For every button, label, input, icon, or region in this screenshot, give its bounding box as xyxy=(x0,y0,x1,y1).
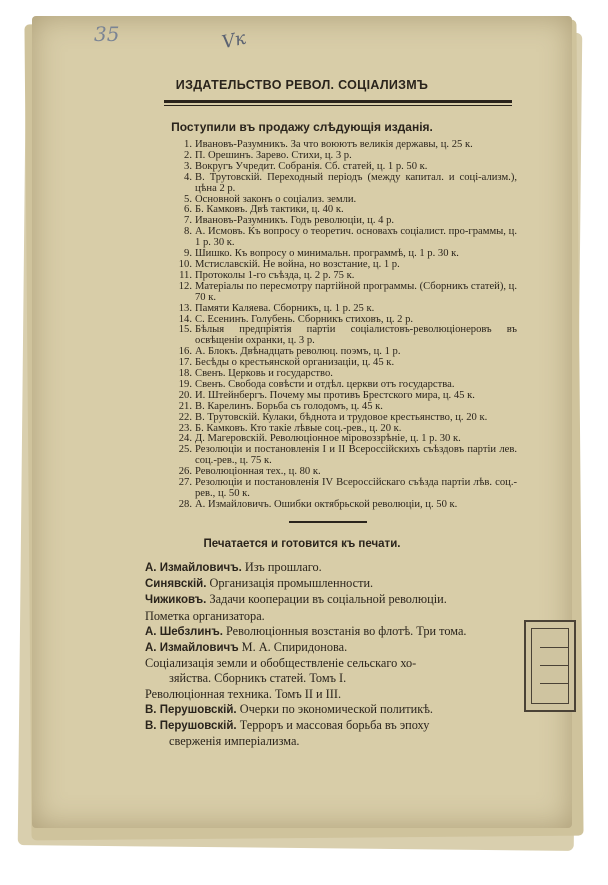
on-sale-list xyxy=(172,140,517,511)
list-item-author: Синявскій. xyxy=(145,578,207,591)
list-item xyxy=(145,702,505,718)
list-item-number: 17. xyxy=(178,357,192,369)
list-item-number: 15. xyxy=(178,324,192,336)
list-item-text: Ивановъ-Разумникъ. Годъ революціи, ц. 4 р. xyxy=(195,215,395,227)
list-item-number: 14. xyxy=(178,313,192,325)
list-item xyxy=(172,325,517,347)
list-item-text: В. Карелинъ. Борьба съ голодомъ, ц. 45 к. xyxy=(195,400,383,412)
list-item-number: 9. xyxy=(184,248,192,260)
list-item xyxy=(172,304,517,315)
list-item-text: Организація промышленности. xyxy=(209,576,374,591)
list-item xyxy=(145,592,505,608)
publisher-title: ИЗДАТЕЛЬСТВО РЕВОЛ. СОЦІАЛИЗМЪ xyxy=(175,78,429,92)
list-item-text: Б. Камковъ. Кто такіе лѣвые соц.-рев., ц. 20 к. xyxy=(195,422,402,434)
list-item-number: 19. xyxy=(178,378,192,390)
list-item-text: А. Измайловичъ. Ошибки октябрьской революціи, ц. 50 к. xyxy=(195,498,458,510)
list-item-text: А. Блокъ. Двѣнадцать революц. поэмъ, ц. 1 р. xyxy=(195,346,401,358)
list-item xyxy=(172,173,517,195)
list-item xyxy=(145,576,505,592)
list-item-text: Б. Камковъ. Двѣ тактики, ц. 40 к. xyxy=(195,204,344,216)
list-item-number: 1. xyxy=(184,139,192,150)
list-item xyxy=(145,640,505,656)
list-item-number: 4. xyxy=(184,171,192,183)
list-item xyxy=(172,413,517,424)
list-item-text: Революціонная техника. Томъ II и III. xyxy=(145,686,342,701)
list-item-text: С. Есенинъ. Голубень. Сборникъ стиховъ, ц. 2 р. xyxy=(195,313,414,325)
list-item-number: 27. xyxy=(178,477,192,489)
list-item-text: Протоколы 1-го съѣзда, ц. 2 р. 75 к. xyxy=(195,269,355,281)
list-item-text: Д. Магеровскій. Революціонное міровоззрѣніе, ц. 1 р. 30 к. xyxy=(195,433,461,445)
list-item-number: 3. xyxy=(184,160,192,172)
library-stamp xyxy=(524,620,576,712)
list-item xyxy=(145,656,505,686)
list-item-text: Соціализація земли и обобществленіе сельскаго хо- xyxy=(145,656,417,671)
list-item-number: 28. xyxy=(178,498,192,510)
list-item-number: 8. xyxy=(184,226,192,238)
handwritten-mark: Vк xyxy=(220,27,248,54)
list-item-text: Терроръ и массовая борьба въ эпоху xyxy=(239,718,430,733)
list-item-author: В. Перушовскій. xyxy=(145,703,237,716)
list-item-number: 6. xyxy=(184,204,192,216)
list-item-number: 11. xyxy=(179,269,192,281)
list-item-number: 25. xyxy=(178,444,192,456)
list-item-text: Основной законъ о соціализ. земли. xyxy=(195,193,357,205)
list-item-text: Резолюціи и постановленія IV Всероссійскаго съѣзда партіи лѣв. соц.-рев., ц. 50 к. xyxy=(195,477,517,499)
list-item-text: Бѣлыя предпріятія партіи соціалистовъ-революціонеровъ въ освѣщеніи охранки, ц. 3 р. xyxy=(195,324,517,347)
list-item-number: 20. xyxy=(178,389,192,401)
list-item-text: Ивановъ-Разумникъ. За что воюютъ великія державы, ц. 25 к. xyxy=(195,139,473,150)
list-item-number: 21. xyxy=(178,400,192,412)
list-item xyxy=(145,687,505,702)
list-item xyxy=(172,282,517,304)
list-item-text: В. Трутовскій. Переходный періодъ (между капитал. и соці-ализм.), цѣна 2 р. xyxy=(195,171,517,194)
list-item-text: И. Штейнбергъ. Почему мы противъ Брестского мира, ц. 45 к. xyxy=(195,389,475,401)
list-item xyxy=(145,718,505,749)
list-item-text: В. Трутовскій. Кулаки, бѣднота и трудовое крестьянство, ц. 20 к. xyxy=(195,411,488,423)
list-item xyxy=(172,478,517,500)
list-item-text: Шишко. Къ вопросу о минимальн. программѣ, ц. 1 р. 30 к. xyxy=(195,248,459,260)
list-item-author: А. Шебзлинъ. xyxy=(145,625,223,638)
list-item-number: 12. xyxy=(178,280,192,292)
list-item xyxy=(172,500,517,511)
list-item xyxy=(172,445,517,467)
list-item-number: 2. xyxy=(184,149,192,161)
list-item-text: Мстиславскій. Не война, но возстание, ц. 1 р. xyxy=(195,258,400,270)
list-item-text: Бесѣды о крестьянской организаціи, ц. 45 к. xyxy=(195,357,395,369)
list-item-author: В. Перушовскій. xyxy=(145,720,237,733)
list-item-text: Вокругъ Учредит. Собранія. Сб. статей, ц. 1 р. 50 к. xyxy=(195,160,428,172)
double-rule-thick xyxy=(164,100,512,103)
section-divider xyxy=(289,521,367,523)
list-item xyxy=(145,609,505,624)
book-back-cover xyxy=(32,16,572,828)
list-item xyxy=(145,560,505,576)
list-item-text: Свенъ. Церковь и государство. xyxy=(195,368,333,380)
list-item-text: А. Исмовъ. Къ вопросу о теоретич. основахъ соціалист. про-граммы, ц. 1 р. 30 к. xyxy=(195,226,517,249)
in-press-list xyxy=(145,560,505,749)
list-item-text: П. Орешинъ. Зарево. Стихи, ц. 3 р. xyxy=(195,149,352,161)
list-item-text: Очерки по экономической политикѣ. xyxy=(239,701,433,716)
list-item xyxy=(172,227,517,249)
list-item-author: Чижиковъ. xyxy=(145,594,207,607)
list-item-continuation: зяйства. Сборникъ статей. Томъ I. xyxy=(169,671,347,686)
list-item-text: Матеріалы по пересмотру партійной программы. (Сборникъ статей), ц. 70 к. xyxy=(195,280,517,303)
handwritten-number: 35 xyxy=(94,22,120,46)
list-item-number: 22. xyxy=(178,411,192,423)
list-item-number: 24. xyxy=(178,433,192,445)
on-sale-heading: Поступили въ продажу слѣдующія изданія. xyxy=(171,120,433,134)
in-press-heading: Печатается и готовится къ печати. xyxy=(203,538,401,550)
list-item-text: Резолюціи и постановленія I и II Всероссійскихъ съѣздовъ партіи лев. соц.-рев., ц. 75 к. xyxy=(195,444,517,467)
list-item-number: 26. xyxy=(178,466,192,478)
list-item-text: Изъ прошлаго. xyxy=(244,560,322,574)
list-item-author: А. Измайловичъ. xyxy=(145,562,242,574)
list-item-author: А. Измайловичъ xyxy=(145,642,239,655)
list-item-text: Памяти Каляева. Сборникъ, ц. 1 р. 25 к. xyxy=(195,302,375,314)
list-item-number: 10. xyxy=(178,258,192,270)
list-item-number: 13. xyxy=(178,302,192,314)
list-item-number: 16. xyxy=(178,346,192,358)
double-rule-thin xyxy=(164,105,512,106)
list-item-text: Революціонная тех., ц. 80 к. xyxy=(195,466,321,478)
list-item xyxy=(145,624,505,640)
list-item-number: 5. xyxy=(184,193,192,205)
list-item-number: 18. xyxy=(178,368,192,380)
list-item-continuation: сверженія имперіализма. xyxy=(169,734,300,749)
list-item-number: 7. xyxy=(184,215,192,227)
list-item-text: Пометка организатора. xyxy=(145,608,265,623)
list-item-number: 23. xyxy=(178,422,192,434)
list-item-text: М. А. Спиридонова. xyxy=(241,640,348,655)
list-item-text: Революціонныя возстанія во флотѣ. Три тома. xyxy=(226,623,467,638)
list-item-text: Свенъ. Свобода совѣсти и отдѣл. церкви отъ государства. xyxy=(195,378,455,390)
list-item-text: Задачи кооперации въ соціальной революціи. xyxy=(209,592,447,607)
